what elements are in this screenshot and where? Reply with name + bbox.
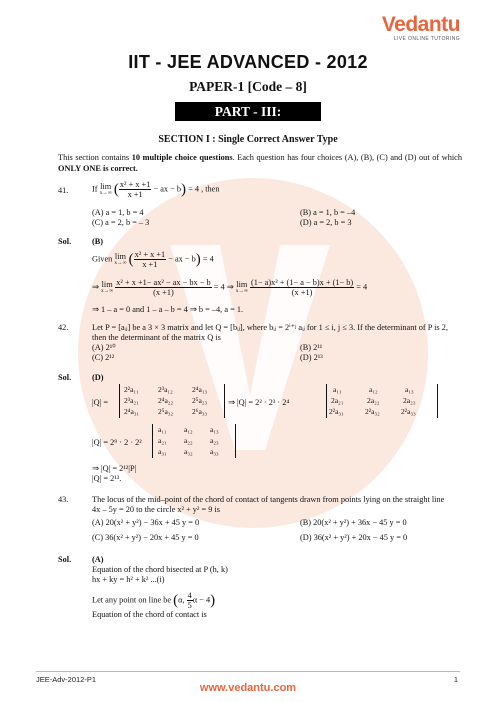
sol42-answer: (D) <box>92 373 104 382</box>
matrix-3 <box>152 424 236 458</box>
footer-website[interactable]: www.vedantu.com <box>199 682 297 694</box>
q41-option-d: (D) a = 2, b = 3 <box>300 218 352 227</box>
step2-eq: = 4 ⇒ <box>213 282 234 292</box>
sol41-limit <box>114 253 126 267</box>
sol41-final: ⇒ 1 – a = 0 and 1 – a – b = 4 ⇒ b = –4, a = 1. <box>92 305 244 314</box>
sol41-answer: (B) <box>92 237 104 246</box>
matrix-cell: 2a₂₁ <box>331 396 344 405</box>
part-banner: PART - III: MATHEMATICS <box>175 102 321 121</box>
matrix-cell: 2⁴a₁₃ <box>192 385 208 394</box>
q41-stem: If lim x→∞ ( $\frac{\text{x² + x +1}}{x +1}$ − ax − b) = 4 , then <box>92 180 220 199</box>
matrix-cell: a₁₂ <box>184 425 193 434</box>
q41-fraction <box>119 180 152 199</box>
footer-doc-id: JEE-Adv-2012-P1 <box>36 675 97 684</box>
lim-sub: x→∞ <box>114 259 127 266</box>
point-tail: α − 4 <box>192 595 211 605</box>
matrix-cell: 2⁵a₃₂ <box>158 407 174 416</box>
q42-option-d: (D) 2¹³ <box>300 353 323 362</box>
step3-fraction <box>250 278 354 297</box>
implies: ⇒ <box>92 282 99 292</box>
numerator: x² + x +1− ax² − ax − bx − b <box>116 278 211 287</box>
numerator: x² + x +1 <box>134 250 166 259</box>
lim-text: lim <box>114 251 126 261</box>
q42-line1: Let P = [aᵢⱼ] be a 3 × 3 matrix and let Q = [bᵢⱼ], where bᵢⱼ = 2ⁱ⁺ʲ aᵢⱼ for 1 ≤ i, j ≤ 3. If the determinant of P is 2, <box>92 323 448 332</box>
matrix-cell: a₂₁ <box>158 436 167 445</box>
q41-limit <box>100 183 112 197</box>
sol43-line4: Equation of the chord of contact is <box>92 610 207 619</box>
q43-option-c: (C) 36(x² + y²) − 20x + 45 y = 0 <box>92 533 199 542</box>
intro-text: This section contains <box>58 153 132 162</box>
matrix-2 <box>326 384 438 418</box>
given-tail: − ax − b <box>168 254 196 264</box>
q43-line2: 4x – 5y = 20 to the circle x² + y² = 9 is <box>92 505 221 514</box>
matrix-cell: 2²a₁₁ <box>124 385 139 394</box>
matrix-cell: a₃₃ <box>210 447 219 456</box>
denominator: (x +1) <box>291 288 313 297</box>
matrix-cell: 2²a₃₁ <box>329 407 344 416</box>
q41-tail: − ax − b <box>153 184 182 194</box>
lim-sub: x→∞ <box>235 287 248 294</box>
matrix-cell: 2⁴a₂₂ <box>158 396 174 405</box>
sol41-step2 <box>92 278 367 297</box>
point-alpha: α, <box>178 595 185 605</box>
footer-divider <box>36 671 460 672</box>
given-text: Given <box>92 254 113 264</box>
matrix-cell: a₁₃ <box>405 385 414 394</box>
sol42-result2: |Q| = 2¹³. <box>92 474 122 483</box>
denominator: 5 <box>187 601 192 610</box>
sol42-mid: ⇒ |Q| = 2² · 2³ · 2⁴ <box>228 398 290 407</box>
q43-number: 43. <box>58 495 69 504</box>
matrix-cell: a₁₂ <box>369 385 378 394</box>
numerator: 4 <box>187 591 192 600</box>
matrix-cell: 2⁵a₂₃ <box>192 396 208 405</box>
paper-code: PAPER-1 [Code – 8] <box>189 79 307 94</box>
sol41-given: Given lim x→∞ ( $\frac{\text{x² + x +1}}{x +1}$ − ax − b) = 4 <box>92 250 214 269</box>
matrix-cell: a₃₁ <box>158 447 167 456</box>
sol41-fraction <box>134 250 167 269</box>
section-instructions <box>58 153 462 174</box>
q42-option-a: (A) 2¹⁰ <box>92 343 116 352</box>
logo-wordmark: Vedantu <box>381 13 460 36</box>
q43-option-d: (D) 36(x² + y²) + 20x − 45 y = 0 <box>300 533 408 542</box>
section-title: SECTION I : Single Correct Answer Type <box>158 134 338 145</box>
sol43-line1: Equation of the chord bisected at P (h, k) <box>92 565 228 574</box>
logo-tagline: LIVE ONLINE TUTORING <box>393 36 460 42</box>
matrix-cell: a₃₂ <box>184 447 193 456</box>
denominator: (x +1) <box>153 288 174 297</box>
step2-limit <box>101 281 113 295</box>
matrix-cell: a₁₃ <box>210 425 219 434</box>
step3-limit <box>236 281 248 295</box>
step2-fraction <box>115 278 211 297</box>
sol42-q: |Q| = <box>92 398 109 407</box>
matrix-cell: 2⁴a₃₁ <box>124 407 140 416</box>
q42-line2: then the determinant of the matrix Q is <box>92 333 221 342</box>
q41-if: If <box>92 184 98 194</box>
q41-option-c: (C) a = 2, b = – 3 <box>92 218 150 227</box>
q42-number: 42. <box>58 323 69 332</box>
q42-option-c: (C) 2¹² <box>92 353 115 362</box>
q41-numerator: x² + x +1 <box>119 180 151 189</box>
sol43-line2: hx + ky = h² + k² ...(i) <box>92 575 165 584</box>
matrix-cell: 2²a₃₂ <box>365 407 380 416</box>
matrix-cell: 2⁶a₃₃ <box>192 407 208 416</box>
lim-sub: x→∞ <box>99 189 112 196</box>
sol42-q2: |Q| = 2⁹ · 2 · 2² <box>92 438 142 447</box>
matrix-1 <box>119 384 225 418</box>
matrix-cell: a₁₁ <box>158 425 167 434</box>
matrix-cell: 2³a₂₁ <box>124 396 139 405</box>
matrix-cell: a₁₁ <box>333 385 342 394</box>
q41-option-b: (B) a = 1, b = –4 <box>300 208 356 217</box>
lim-sub: x→∞ <box>101 287 114 294</box>
q41-denominator: x +1 <box>127 190 143 199</box>
lim-text: lim <box>101 279 113 289</box>
matrix-cell: 2²a₃₃ <box>401 407 416 416</box>
q41-eq: = 4 , then <box>188 184 220 194</box>
sol41-label: Sol. <box>58 237 72 246</box>
intro-text-2: . Each question has four choices (A), (B), (C) and (D) out of which <box>232 153 463 162</box>
line3-text: Let any point on line be <box>92 595 172 605</box>
sol42-label: Sol. <box>58 373 72 382</box>
q43-line1: The locus of the mid–point of the chord of contact of tangents drawn from points lying on the straight line <box>92 495 445 504</box>
matrix-cell: 2a₂₂ <box>367 396 380 405</box>
q43-option-a: (A) 20(x² + y²) − 36x + 45 y = 0 <box>92 518 200 527</box>
sol43-answer: (A) <box>92 555 104 564</box>
numerator: (1− a)x² + (1− a − b)x + (1− b) <box>250 278 354 287</box>
matrix-cell: 2a₂₃ <box>403 396 416 405</box>
lim-text: lim <box>236 279 248 289</box>
matrix-cell: a₂₃ <box>210 436 219 445</box>
matrix-cell: a₂₂ <box>184 436 193 445</box>
denominator: x +1 <box>142 260 158 269</box>
step3-eq: = 4 <box>356 282 368 292</box>
sol43-label: Sol. <box>58 555 72 564</box>
q41-number: 41. <box>58 186 69 195</box>
intro-count: 10 multiple choice questions <box>131 153 233 162</box>
given-eq: = 4 <box>202 254 214 264</box>
intro-rule: ONLY ONE is correct. <box>58 163 138 173</box>
q41-option-a: (A) a = 1, b = 4 <box>92 208 144 217</box>
page-title: IIT - JEE ADVANCED - 2012 <box>128 52 368 72</box>
lim-text: lim <box>100 181 112 191</box>
matrix-cell: 2³a₁₂ <box>158 385 173 394</box>
page-number: 1 <box>453 675 458 684</box>
q43-option-b: (B) 20(x² + y²) + 36x − 45 y = 0 <box>300 518 407 527</box>
sol42-result1: ⇒ |Q| = 2¹²|P| <box>92 464 137 473</box>
vedantu-logo <box>382 14 460 42</box>
sol43-line3: Let any point on line be (α, $\frac{4}{5}$ α − 4) <box>92 591 216 610</box>
q42-option-b: (B) 2¹¹ <box>300 343 323 352</box>
